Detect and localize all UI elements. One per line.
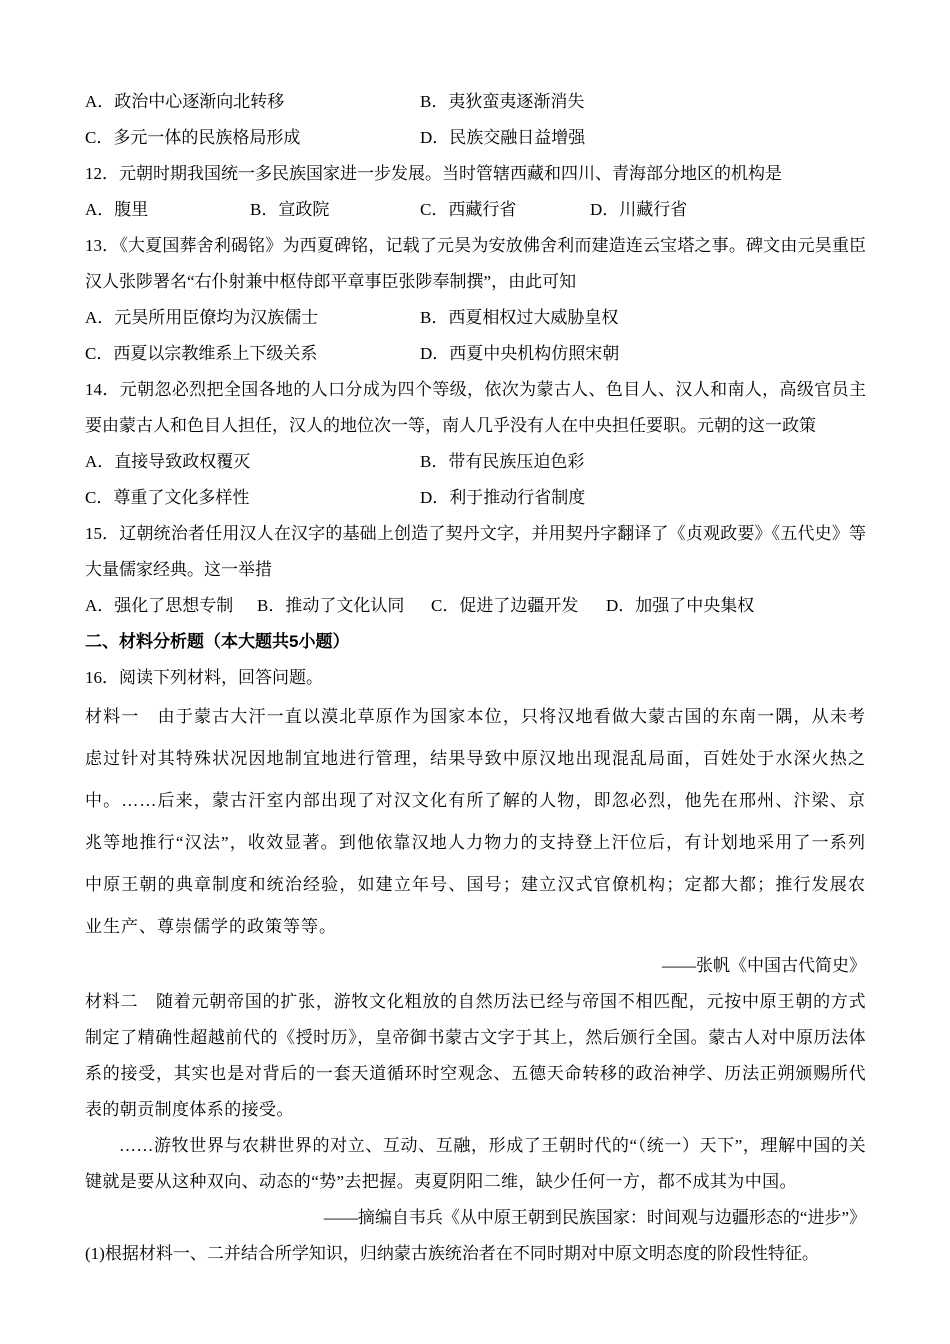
question-14-option-b: B．带有民族压迫色彩 [420, 452, 585, 471]
material-2-continuation: ……游牧世界与农耕世界的对立、互动、互融，形成了王朝时代的“（统一）天下”，理解中国的关键就是要从这种双向、动态的“势”去把握。夷夏阴阳二维，缺少任何一方，都不成其为中国。 [85, 1136, 866, 1191]
question-16-subquestion-1: (1)根据材料一、二并结合所学知识，归纳蒙古族统治者在不同时期对中原文明态度的阶段性特征。 [85, 1244, 819, 1263]
question-14-option-d: D．利于推动行省制度 [420, 488, 586, 507]
material-1-source: ——张帆《中国古代简史》 [662, 956, 866, 975]
question-13-option-d: D．西夏中央机构仿照宋朝 [420, 344, 620, 363]
question-15-options-row [85, 588, 866, 624]
question-13-option-b: B．西夏相权过大威胁皇权 [420, 308, 619, 327]
section-2-title: 二、材料分析题（本大题共5小题） [85, 632, 350, 651]
question-15-option-b: B．推动了文化认同 [257, 596, 405, 615]
question-12-options-row [85, 192, 866, 228]
question-13-stem: 13．《大夏国葬舍利碣铭》为西夏碑铭，记载了元昊为安放佛舍利而建造连云宝塔之事。碑文由元昊重臣汉人张陟署名“右仆射兼中枢侍郎平章事臣张陟奉制撰”，由此可知 [85, 236, 866, 291]
question-14-stem: 14．元朝忽必烈把全国各地的人口分成为四个等级，依次为蒙古人、色目人、汉人和南人，高级官员主要由蒙古人和色目人担任，汉人的地位次一等，南人几乎没有人在中央担任要职。元朝的这一政策 [85, 380, 866, 435]
question-11-option-a: A．政治中心逐渐向北转移 [85, 92, 285, 111]
question-15-option-a: A．强化了思想专制 [85, 596, 234, 615]
question-12-option-a: A．腹里 [85, 200, 149, 219]
question-13-options-row-2 [85, 336, 866, 372]
question-12-option-c: C．西藏行省 [420, 200, 517, 219]
question-11-option-c: C．多元一体的民族格局形成 [85, 128, 301, 147]
question-11-options-row-2 [85, 120, 866, 156]
question-14-option-c: C．尊重了文化多样性 [85, 488, 250, 507]
question-13-option-c: C．西夏以宗教维系上下级关系 [85, 344, 318, 363]
question-15-option-d: D．加强了中央集权 [606, 596, 755, 615]
question-16-stem: 16．阅读下列材料，回答问题。 [85, 668, 323, 687]
question-11-options-row-1 [85, 84, 866, 120]
question-14-option-a: A．直接导致政权覆灭 [85, 452, 251, 471]
question-14-options-row-2 [85, 480, 866, 516]
material-1-text: 材料一 由于蒙古大汗一直以漠北草原作为国家本位，只将汉地看做大蒙古国的东南一隅，从未考虑过针对其特殊状况因地制宜地进行管理，结果导致中原汉地出现混乱局面，百姓处于水深火热之中。……后来，蒙古汗室内部出现了对汉文化有所了解的人物，即忽必烈，他先在邢州、汴梁、京兆等地推行“汉法”，收效显著。到他依靠汉地人力物力的支持登上汗位后，有计划地采用了一系列中原王朝的典章制度和统治经验，如建立年号、国号；建立汉式官僚机构；定都大都；推行发展农业生产、尊崇儒学的政策等等。 [85, 707, 866, 936]
question-14-options-row-1 [85, 444, 866, 480]
question-15-option-c: C．促进了边疆开发 [431, 596, 579, 615]
question-11-option-b: B．夷狄蛮夷逐渐消失 [420, 92, 585, 111]
question-13-options-row-1 [85, 300, 866, 336]
question-13-option-a: A．元昊所用臣僚均为汉族儒士 [85, 308, 319, 327]
material-2-text: 材料二 随着元朝帝国的扩张，游牧文化粗放的自然历法已经与帝国不相匹配，元按中原王朝的方式制定了精确性超越前代的《授时历》，皇帝御书蒙古文字于其上，然后颁行全国。蒙古人对中原历法体系的接受，其实也是对背后的一套天道循环时空观念、五德天命转移的政治神学、历法正朔颁赐所代表的朝贡制度体系的接受。 [85, 992, 866, 1119]
question-12-option-d: D．川藏行省 [590, 200, 688, 219]
material-2-source: ——摘编自韦兵《从中原王朝到民族国家：时间观与边疆形态的“进步”》 [323, 1208, 866, 1227]
question-12-stem: 12．元朝时期我国统一多民族国家进一步发展。当时管辖西藏和四川、青海部分地区的机构是 [85, 164, 782, 183]
question-11-option-d: D．民族交融日益增强 [420, 128, 586, 147]
question-15-stem: 15．辽朝统治者任用汉人在汉字的基础上创造了契丹文字，并用契丹字翻译了《贞观政要》《五代史》等大量儒家经典。这一举措 [85, 524, 866, 579]
question-12-option-b: B．宣政院 [250, 200, 330, 219]
